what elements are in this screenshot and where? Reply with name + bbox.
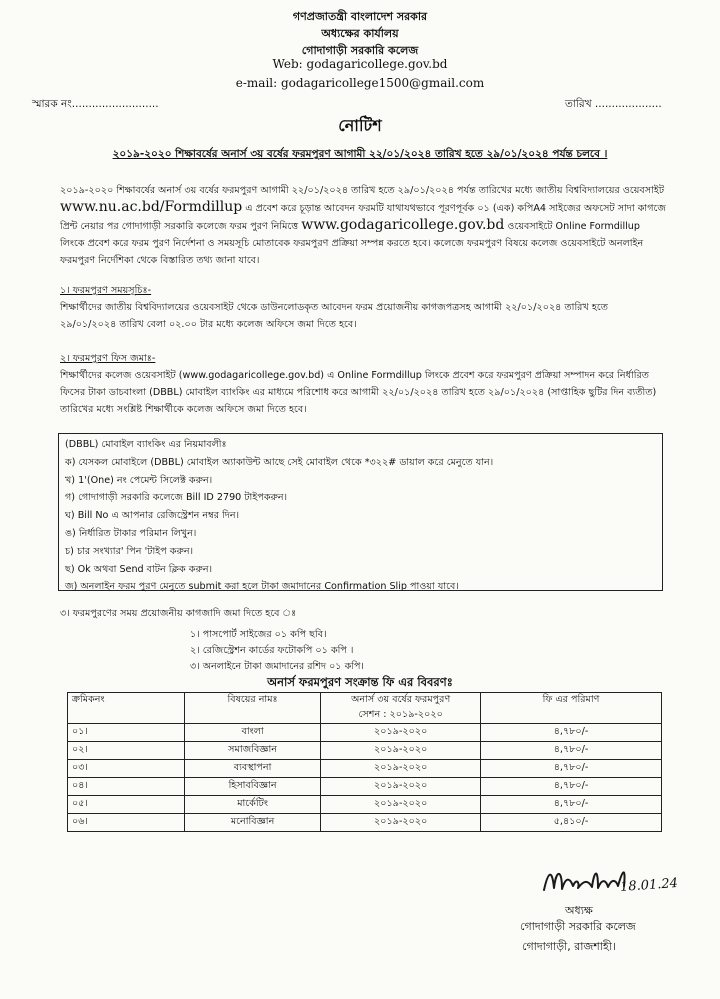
table-row <box>68 742 662 760</box>
header-session-sub: সেশন : ২০১৯-২০২০ <box>358 709 443 720</box>
cell-fee: ৪,৭৮০/- <box>481 796 662 814</box>
document-item: ১। পাসপোর্ট সাইজের ০১ কপি ছবি। <box>190 629 327 640</box>
cell-serial: ০৩। <box>68 760 185 778</box>
documents-list <box>190 627 364 675</box>
dbbl-rules-title: (DBBL) মোবাইল ব্যাংকিং এর নিয়মাবলীঃ <box>65 439 227 450</box>
website: Web: godagaricollege.gov.bd <box>272 57 448 71</box>
rule-item: ঙ) নির্ধারিত টাকার পরিমান লিখুন। <box>65 527 197 539</box>
rule-item: চ) চার সংখ্যার' পিন 'টাইপ করুন। <box>65 545 194 557</box>
fee-table-header-row <box>68 693 662 724</box>
cell-subject: বাংলা <box>184 724 321 742</box>
notice-headline-wrap <box>0 142 720 164</box>
table-row <box>68 724 662 742</box>
intro-text-2: এ প্রবেশ করে চূড়ান্ত আবেদন ফরমটি যাথাযথভাবে পূরণপূর্বক ০১ (এক) কপিA4 সাইজের অফসেট সাদা কাগজে প্রিন্ট নেয়ার পর গোদাগাড়ী সরকারি কলেজে ফরম পুরণ নিমিত্তে <box>60 203 666 232</box>
header-fee: ফি এর পরিমাণ <box>481 693 662 724</box>
date-field: তারিখ .................... <box>565 98 662 110</box>
office-name: অধ্যক্ষের কার্যালয় <box>321 27 399 40</box>
section-documents-label: ৩। ফরমপুরণের সময় প্রয়োজনীয় কাগজাদি জমা দিতে হবে ঃ <box>60 608 297 619</box>
rule-item: গ) গোদাগাড়ী সরকারি কলেজে Bill ID 2790 টাইপকরুন। <box>65 492 288 504</box>
rule-item: জ) অনলাইন ফরম পুরণ মেনুতে submit করা হলে টাকা জমাদানের Confirmation Slip পাওয়া যাবে। <box>65 581 459 593</box>
signature-date: 18.01.24 <box>619 875 679 896</box>
cell-session: ২০১৯-২০২০ <box>321 778 481 796</box>
section-schedule <box>60 282 666 333</box>
intro-text-3: ওয়েবসাইটে Online Formdillup লিংকে প্রবেশ করে ফরম পুরণ নির্দেশনা ও সময়সূচি মোতাবেক ফরমপুরণ প্রক্রিয়া সম্পন্ন করতে হবে। কলেজে ফরমপুরণ বিষয়ে কলেজ ওয়েবসাইটে অনলাইন ফরমপুরণ নির্দেশিকা থেকে বিস্তারিত তথ্য জানা যাবে। <box>60 221 644 266</box>
table-row <box>68 814 662 832</box>
document-item: ৩। অনলাইনে টাকা জমাদানের রশিদ ০১ কপি। <box>190 661 364 672</box>
rule-item: ক) যেসকল মোবাইলে (DBBL) মোবাইল অ্যাকাউন্ট আছে সেই মোবাইল থেকে *৩২২# ডায়াল করে মেনুতে যান। <box>65 456 494 468</box>
college-name: গোদাগাড়ী সরকারি কলেজ <box>301 44 419 57</box>
rule-item: খ) 1'(One) নং পেমেন্ট সিলেক্ট করুন। <box>65 474 213 486</box>
signatory-title: অধ্যক্ষ <box>565 904 593 917</box>
fee-table-title: অনার্স ফরমপুরণ সংক্রান্ত ফি এর বিবরণঃ <box>267 675 453 689</box>
header-session <box>321 693 481 724</box>
cell-fee: ৪,৭৮০/- <box>481 724 662 742</box>
rule-item: ছ) Ok অথবা Send বাটন ক্লিক করুন। <box>65 563 213 575</box>
cell-subject: মার্কেটিং <box>184 796 321 814</box>
cell-fee: ৫,৪১০/- <box>481 814 662 832</box>
cell-serial: ০৬। <box>68 814 185 832</box>
intro-paragraph <box>60 182 666 269</box>
nu-url: www.nu.ac.bd/Formdillup <box>60 199 243 215</box>
cell-session: ২০১৯-২০২০ <box>321 742 481 760</box>
cell-serial: ০৪। <box>68 778 185 796</box>
section-schedule-label: ১। ফরমপুরণ সময়সূচিঃ- <box>60 285 152 296</box>
header-serial: ক্রমিকনং <box>68 693 185 724</box>
section-fee-text: শিক্ষার্থীদের কলেজ ওয়েবসাইট (www.godagaricollege.gov.bd) এ Online Formdillup লিংকে প্রবেশ করে ফরমপুরণ প্রক্রিয়া সম্পাদন করে নির্ধারিত ফিসের টাকা ডাচবাংলা (DBBL) মোবাইল ব্যাংকিং এর মাধ্যমে পরিশোধ করে আগামী ২২/০১/২০২৪ তারিখ হতে ২৯/০১/২০২৪ (সাপ্তাহিক ছুটির দিন ব্যতীত) তারিখের মধ্যে সংশ্লিষ্ট শিক্ষার্থীকে কলেজ অফিসে জমা দিতে হবে। <box>60 370 657 415</box>
section-fee-deposit <box>60 350 666 418</box>
notice-headline: ২০১৯-২০২০ শিক্ষাবর্ষের অনার্স ৩য় বর্ষের ফরমপুরণ আগামী ২২/০১/২০২৪ তারিখ হতে ২৯/০১/২০২৪ পর্যন্ত চলবে । <box>112 148 608 160</box>
section-fee-label: ২। ফরমপুরণ ফিস জমাঃ- <box>60 353 156 364</box>
cell-serial: ০২। <box>68 742 185 760</box>
college-url: www.godagaricollege.gov.bd <box>301 217 505 233</box>
dbbl-rules-box <box>58 433 663 591</box>
cell-session: ২০১৯-২০২০ <box>321 760 481 778</box>
fee-table <box>67 692 662 832</box>
table-row <box>68 760 662 778</box>
notice-title: নোটিশ <box>338 116 382 135</box>
header-session-title: অনার্স ৩য় বর্ষের ফরমপুরণ <box>351 694 451 705</box>
cell-subject: ব্যবস্থাপনা <box>184 760 321 778</box>
intro-text-1: ২০১৯-২০২০ শিক্ষাবর্ষের অনার্স ৩য় বর্ষের ফরমপুরণ আগামী ২২/০১/২০২৪ তারিখ হতে ২৯/০১/২০২৪ পর্যন্ত তারিখের মধ্যে জাতীয় বিশ্ববিদ্যালয়ের ওয়েবসাইট <box>60 185 665 196</box>
table-row <box>68 796 662 814</box>
memo-number: স্মারক নং.......................... <box>32 98 159 110</box>
section-schedule-text: শিক্ষার্থীদের জাতীয় বিশ্ববিদ্যালয়ের ওয়েবসাইট থেকে ডাউনলোডকৃত আবেদন ফরম প্রয়োজনীয় কাগজপত্রসহ আগামী ২২/০১/২০২৪ তারিখ হতে ২৯/০১/২০২৪ তারিখ বেলা ০২.০০ টার মধ্যে কলেজ অফিসে জমা দিতে হবে। <box>60 302 608 330</box>
cell-fee: ৪,৭৮০/- <box>481 778 662 796</box>
cell-session: ২০১৯-২০২০ <box>321 814 481 832</box>
cell-serial: ০৫। <box>68 796 185 814</box>
cell-subject: হিসাববিজ্ঞান <box>184 778 321 796</box>
cell-fee: ৪,৭৮০/- <box>481 742 662 760</box>
gov-name: গণপ্রজাতন্ত্রী বাংলাদেশ সরকার <box>292 10 428 23</box>
table-row <box>68 778 662 796</box>
signatory-location: গোদাগাড়ী, রাজশাহী। <box>522 940 616 953</box>
cell-session: ২০১৯-২০২০ <box>321 796 481 814</box>
signatory-college: গোদাগাড়ী সরকারি কলেজ <box>520 920 636 933</box>
cell-subject: সমাজবিজ্ঞান <box>184 742 321 760</box>
cell-serial: ০১। <box>68 724 185 742</box>
rule-item: ঘ) Bill No এ আপনার রেজিস্ট্রেশন নম্বর দিন। <box>65 510 240 522</box>
email: e-mail: godagaricollege1500@gmail.com <box>235 76 485 90</box>
cell-session: ২০১৯-২০২০ <box>321 724 481 742</box>
cell-subject: মনোবিজ্ঞান <box>184 814 321 832</box>
header-subject: বিষয়ের নামঃ <box>184 693 321 724</box>
cell-fee: ৪,৭৮০/- <box>481 760 662 778</box>
document-item: ২। রেজিস্ট্রেশন কার্ডের ফটোকপি ০১ কপি । <box>190 645 354 656</box>
